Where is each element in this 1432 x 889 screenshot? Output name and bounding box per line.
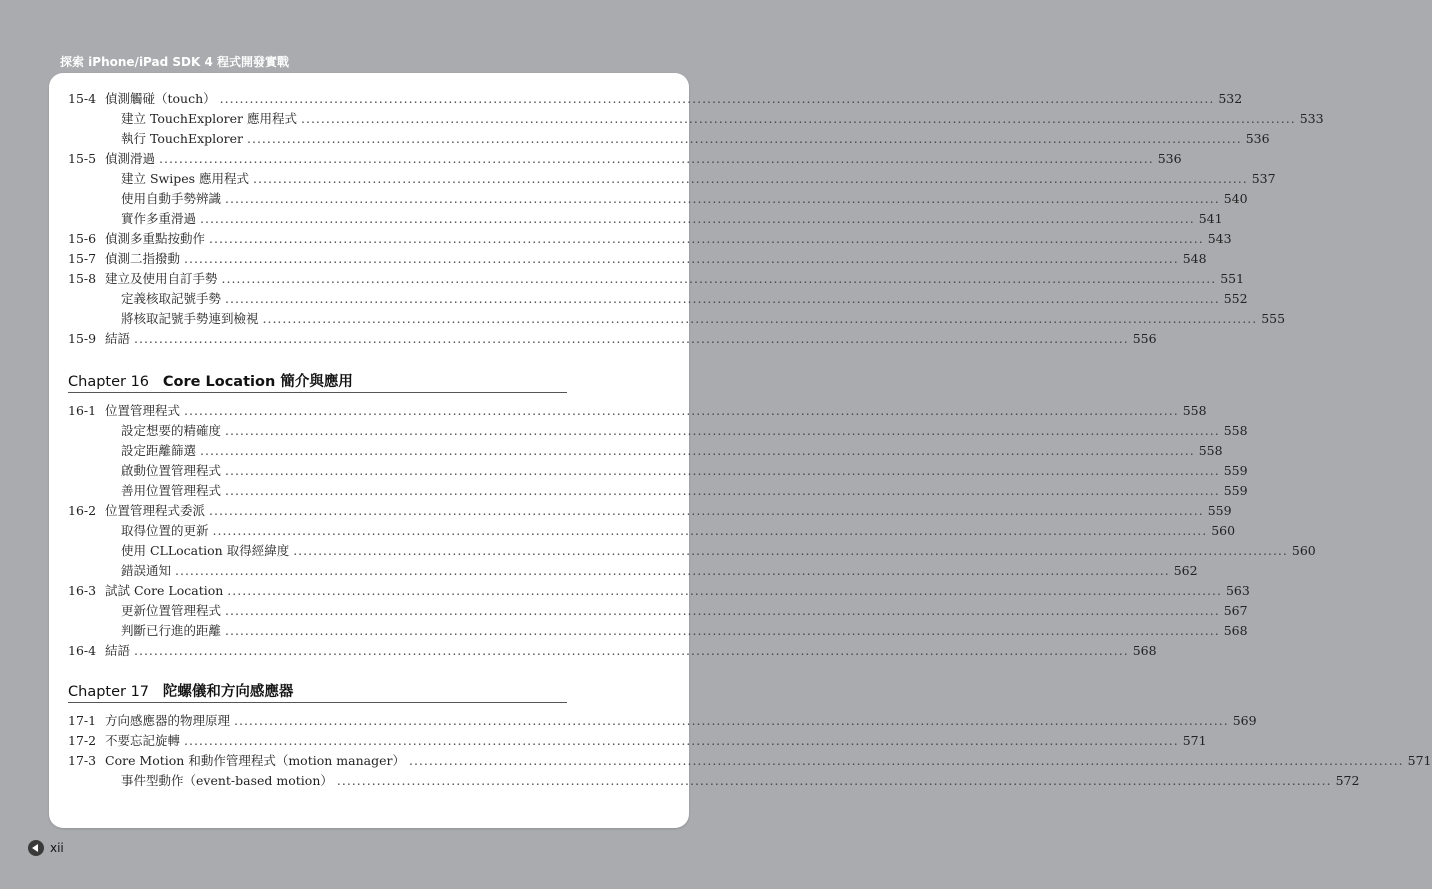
page-ref: 541: [1198, 211, 1223, 226]
page-ref: 558: [1223, 423, 1248, 438]
page-ref: 551: [1220, 271, 1245, 286]
toc-entry[interactable]: [0, 229, 1232, 249]
page-ref: 569: [1232, 713, 1257, 728]
toc-entry[interactable]: [0, 309, 1286, 329]
section-number: 16-2: [68, 503, 97, 518]
section-number: 15-5: [68, 151, 97, 166]
dot-leader: ........................................................................................................................................................................................................: [225, 623, 1220, 638]
page-ref: 562: [1173, 563, 1198, 578]
entry-title: 使用 CLLocation 取得經緯度: [121, 543, 290, 558]
entry-title: 事件型動作（event-based motion）: [121, 773, 333, 788]
book-title: 探索 iPhone/iPad SDK 4 程式開發實戰: [60, 55, 289, 69]
dot-leader: ........................................................................................................................................................................................................: [225, 463, 1220, 478]
entry-title: 建立 TouchExplorer 應用程式: [121, 111, 297, 126]
page-ref: 568: [1132, 643, 1157, 658]
page-ref: 540: [1223, 191, 1248, 206]
toc-entry[interactable]: [0, 249, 1207, 269]
entry-title: Core Motion 和動作管理程式（motion manager）: [105, 753, 405, 768]
entry-title: 錯誤通知: [121, 563, 172, 578]
entry-title: 實作多重滑過: [121, 211, 197, 226]
page-ref: 532: [1218, 91, 1243, 106]
page-ref: 568: [1223, 623, 1248, 638]
page-ref: 563: [1225, 583, 1250, 598]
toc-entry[interactable]: [0, 289, 1248, 309]
section-number: 17-1: [68, 713, 97, 728]
entry-title: 使用自動手勢辨識: [121, 191, 222, 206]
dot-leader: ........................................................................................................................................................................................................: [225, 603, 1220, 618]
dot-leader: ........................................................................................................................................................................................................: [209, 503, 1204, 518]
dot-leader: ........................................................................................................................................................................................................: [262, 311, 1258, 326]
chapter-heading: [68, 680, 567, 703]
dot-leader: ........................................................................................................................................................................................................: [184, 733, 1179, 748]
toc-entry[interactable]: [0, 189, 1248, 209]
page-ref: 548: [1182, 251, 1207, 266]
dot-leader: ........................................................................................................................................................................................................: [227, 583, 1222, 598]
dot-leader: ........................................................................................................................................................................................................: [200, 443, 1195, 458]
dot-leader: ........................................................................................................................................................................................................: [221, 271, 1217, 286]
entry-title: 判斷已行進的距離: [121, 623, 222, 638]
entry-title: 位置管理程式: [105, 403, 181, 418]
entry-title: 建立 Swipes 應用程式: [121, 171, 250, 186]
entry-title: 結語: [105, 331, 131, 346]
dot-leader: ........................................................................................................................................................................................................: [134, 331, 1129, 346]
chapter-label: Chapter 17: [68, 684, 150, 700]
section-number: 17-2: [68, 733, 97, 748]
section-number: 15-8: [68, 271, 97, 286]
toc-entry[interactable]: [0, 711, 1257, 731]
dot-leader: ........................................................................................................................................................................................................: [247, 131, 1242, 146]
dot-leader: ........................................................................................................................................................................................................: [219, 91, 1215, 106]
toc-entry[interactable]: [0, 109, 1324, 129]
dot-leader: ........................................................................................................................................................................................................: [225, 191, 1220, 206]
dot-leader: ........................................................................................................................................................................................................: [293, 543, 1288, 558]
entry-title: 取得位置的更新: [121, 523, 209, 538]
toc-entry[interactable]: [0, 89, 1243, 109]
dot-leader: ........................................................................................................................................................................................................: [159, 151, 1154, 166]
section-number: 16-1: [68, 403, 97, 418]
entry-title: 將核取記號手勢連到檢視: [121, 311, 259, 326]
chapter-title: 陀螺儀和方向感應器: [162, 684, 294, 700]
page-ref: 555: [1261, 311, 1286, 326]
dot-leader: ........................................................................................................................................................................................................: [200, 211, 1195, 226]
page-ref: 572: [1335, 773, 1360, 788]
page-ref: 571: [1407, 753, 1432, 768]
toc-entry[interactable]: [0, 169, 1276, 189]
page-ref: 559: [1223, 483, 1248, 498]
entry-title: 偵測觸碰（touch）: [105, 91, 216, 106]
toc-entry[interactable]: [0, 731, 1207, 751]
toc-entry[interactable]: [0, 501, 1232, 521]
chapter-label: Chapter 16: [68, 374, 150, 390]
toc-entry[interactable]: [0, 269, 1245, 289]
page-ref: 567: [1223, 603, 1248, 618]
dot-leader: ........................................................................................................................................................................................................: [184, 403, 1179, 418]
page-ref: 571: [1182, 733, 1207, 748]
dot-leader: ........................................................................................................................................................................................................: [301, 111, 1296, 126]
toc-entry[interactable]: [0, 621, 1248, 641]
dot-leader: ........................................................................................................................................................................................................: [225, 483, 1220, 498]
entry-title: 偵測多重點按動作: [105, 231, 206, 246]
entry-title: 建立及使用自訂手勢: [105, 271, 218, 286]
section-number: 17-3: [68, 753, 97, 768]
page-number: xii: [50, 841, 64, 855]
entry-title: 設定想要的精確度: [121, 423, 222, 438]
toc-entry[interactable]: [0, 401, 1207, 421]
toc-entry[interactable]: [0, 561, 1198, 581]
entry-title: 更新位置管理程式: [121, 603, 222, 618]
dot-leader: ........................................................................................................................................................................................................: [212, 523, 1208, 538]
chapter-title: Core Location 簡介與應用: [162, 374, 353, 390]
page-ref: 537: [1251, 171, 1276, 186]
entry-title: 不要忘記旋轉: [105, 733, 181, 748]
page-ref: 536: [1245, 131, 1270, 146]
section-number: 16-4: [68, 643, 97, 658]
section-number: 15-6: [68, 231, 97, 246]
toc-entry[interactable]: [0, 581, 1250, 601]
entry-title: 執行 TouchExplorer: [121, 131, 244, 146]
page-ref: 560: [1291, 543, 1316, 558]
toc-entry[interactable]: [0, 461, 1248, 481]
toc-entry[interactable]: [0, 129, 1270, 149]
entry-title: 試試 Core Location: [105, 583, 224, 598]
page-ref: 558: [1198, 443, 1223, 458]
entry-title: 偵測二指撥動: [105, 251, 181, 266]
entry-title: 善用位置管理程式: [121, 483, 222, 498]
page-ref: 558: [1182, 403, 1207, 418]
toc-entry[interactable]: [0, 481, 1248, 501]
page-ref: 552: [1223, 291, 1248, 306]
page-ref: 559: [1223, 463, 1248, 478]
entry-title: 位置管理程式委派: [105, 503, 206, 518]
toc-entry[interactable]: [0, 641, 1157, 661]
page-ref: 536: [1157, 151, 1182, 166]
toc-entry[interactable]: [0, 601, 1248, 621]
toc-entry[interactable]: [0, 209, 1223, 229]
chapter-heading: [68, 370, 567, 393]
toc-entry[interactable]: [0, 541, 1316, 561]
toc-entry[interactable]: [0, 421, 1248, 441]
page-ref: 533: [1299, 111, 1324, 126]
entry-title: 設定距離篩選: [121, 443, 197, 458]
toc-entry[interactable]: [0, 149, 1182, 169]
page-ref: 556: [1132, 331, 1157, 346]
dot-leader: ........................................................................................................................................................................................................: [184, 251, 1179, 266]
entry-title: 偵測滑過: [105, 151, 156, 166]
toc-entry[interactable]: [0, 521, 1236, 541]
dot-leader: ........................................................................................................................................................................................................: [209, 231, 1204, 246]
page-ref: 543: [1207, 231, 1232, 246]
dot-leader: ........................................................................................................................................................................................................: [225, 291, 1220, 306]
entry-title: 方向感應器的物理原理: [105, 713, 231, 728]
toc-entry[interactable]: [0, 329, 1157, 349]
entry-title: 結語: [105, 643, 131, 658]
page-ref: 560: [1211, 523, 1236, 538]
section-number: 15-7: [68, 251, 97, 266]
section-number: 15-9: [68, 331, 97, 346]
page-ref: 559: [1207, 503, 1232, 518]
page-footer: [28, 840, 64, 856]
section-number: 15-4: [68, 91, 97, 106]
dot-leader: ........................................................................................................................................................................................................: [253, 171, 1248, 186]
dot-leader: ........................................................................................................................................................................................................: [225, 423, 1220, 438]
toc-entry[interactable]: [0, 751, 1432, 771]
entry-title: 定義核取記號手勢: [121, 291, 222, 306]
header-bar: [0, 0, 663, 73]
dot-leader: ........................................................................................................................................................................................................: [234, 713, 1229, 728]
dot-leader: ........................................................................................................................................................................................................: [408, 753, 1404, 768]
dot-leader: ........................................................................................................................................................................................................: [134, 643, 1129, 658]
dot-leader: ........................................................................................................................................................................................................: [336, 773, 1332, 788]
dot-leader: ........................................................................................................................................................................................................: [175, 563, 1170, 578]
toc-entry[interactable]: [0, 771, 1360, 791]
toc-entry[interactable]: [0, 441, 1223, 461]
previous-page-arrow-icon: [28, 840, 44, 856]
entry-title: 啟動位置管理程式: [121, 463, 222, 478]
section-number: 16-3: [68, 583, 97, 598]
